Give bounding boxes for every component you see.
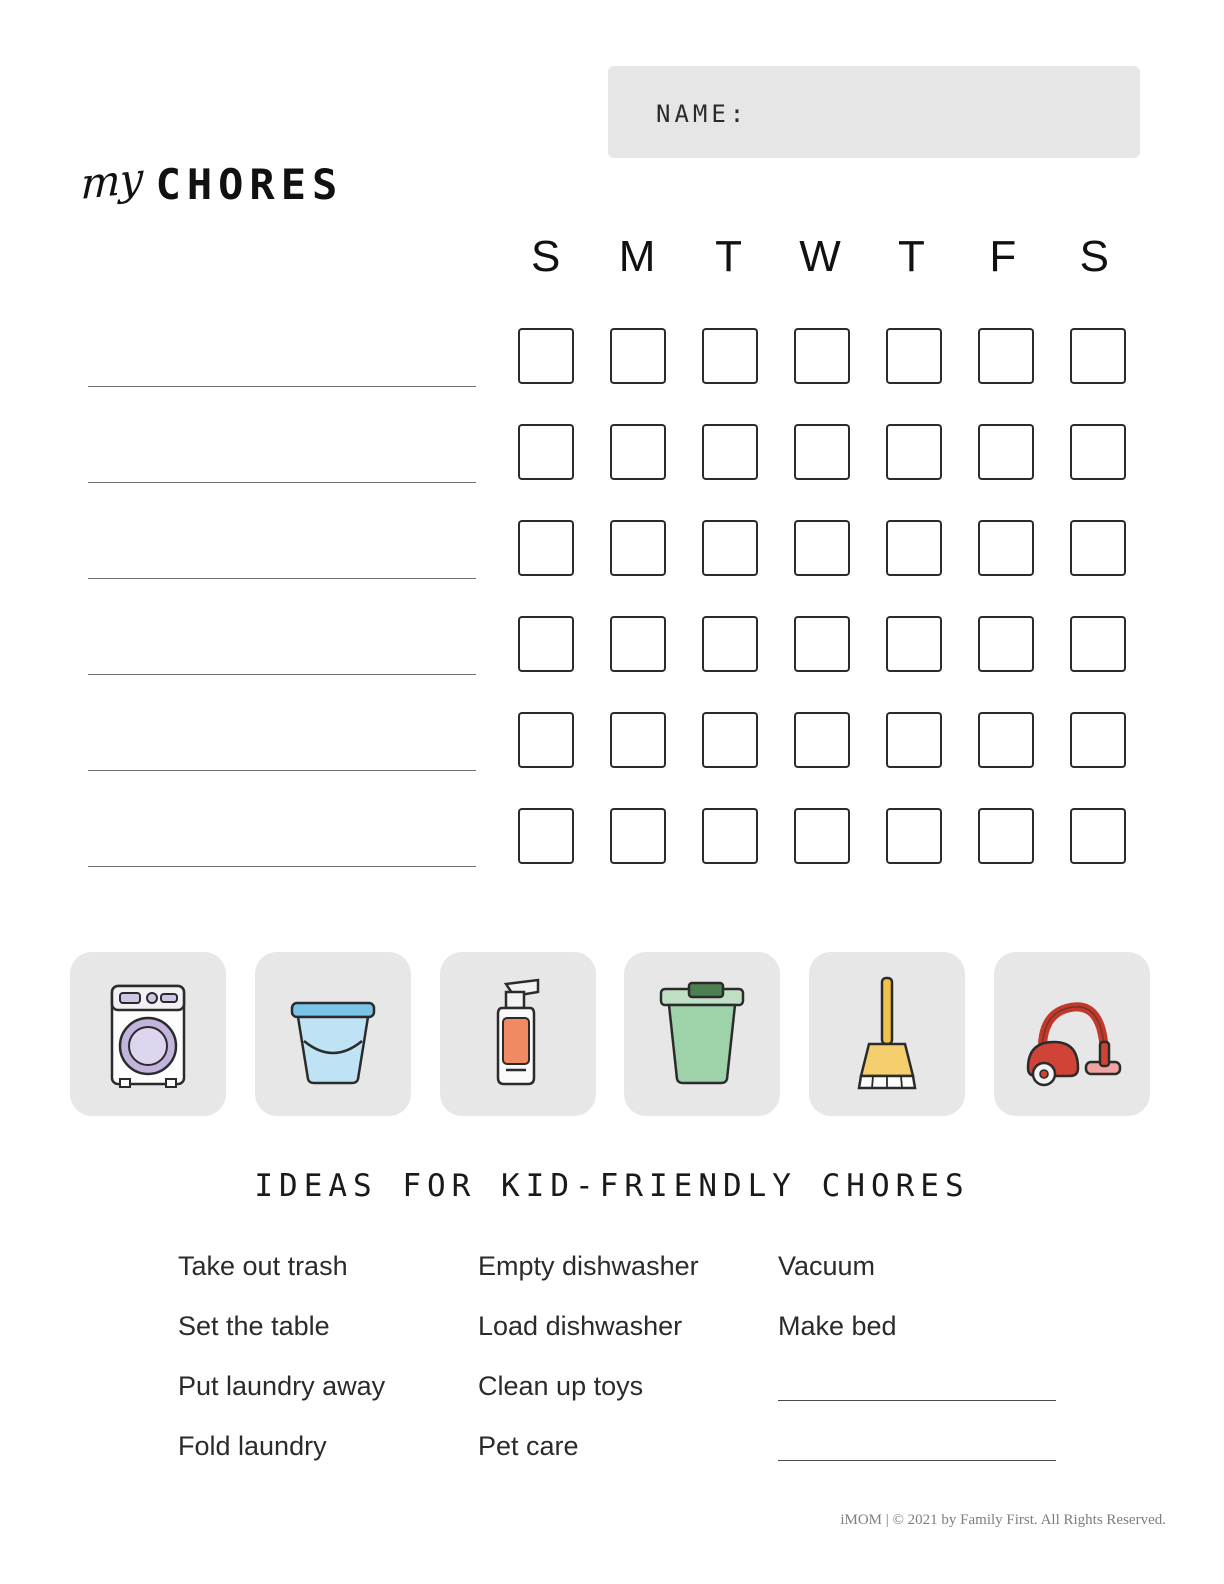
ideas-column-1	[178, 1236, 478, 1476]
checkbox[interactable]	[794, 712, 850, 768]
checkbox[interactable]	[886, 808, 942, 864]
checkbox[interactable]	[1070, 808, 1126, 864]
ideas-heading: IDEAS FOR KID-FRIENDLY CHORES	[254, 1168, 970, 1204]
chore-icon-strip	[70, 952, 1150, 1116]
idea-item: Set the table	[178, 1311, 330, 1341]
checkbox-slot	[500, 328, 592, 384]
checkbox-slot	[592, 616, 684, 672]
chore-row	[0, 792, 1224, 888]
checkbox-slot	[684, 808, 776, 864]
idea-item: Put laundry away	[178, 1371, 386, 1401]
chore-name-line[interactable]	[88, 674, 476, 675]
trash-can-icon	[647, 977, 757, 1091]
ideas-column-2	[478, 1236, 778, 1476]
checkbox-slot	[868, 712, 960, 768]
checkbox-slot	[960, 424, 1052, 480]
chore-row	[0, 312, 1224, 408]
checkbox-row	[500, 616, 1144, 672]
checkbox-row	[500, 712, 1144, 768]
day-header-wednesday: W	[799, 232, 841, 281]
checkbox-slot	[776, 328, 868, 384]
checkbox[interactable]	[702, 520, 758, 576]
checkbox-slot	[684, 424, 776, 480]
chore-name-line[interactable]	[88, 866, 476, 867]
checkbox[interactable]	[518, 520, 574, 576]
checkbox-row	[500, 424, 1144, 480]
checkbox[interactable]	[1070, 616, 1126, 672]
checkbox[interactable]	[702, 424, 758, 480]
checkbox[interactable]	[1070, 424, 1126, 480]
vacuum-cleaner-icon	[1014, 976, 1130, 1092]
checkbox-slot	[500, 712, 592, 768]
checkbox-row	[500, 520, 1144, 576]
idea-item: Take out trash	[178, 1251, 348, 1281]
checkbox[interactable]	[1070, 712, 1126, 768]
chore-name-line[interactable]	[88, 482, 476, 483]
checkbox[interactable]	[978, 520, 1034, 576]
chore-row	[0, 600, 1224, 696]
checkbox-slot	[500, 520, 592, 576]
checkbox[interactable]	[702, 808, 758, 864]
checkbox-slot	[1052, 712, 1144, 768]
checkbox-slot	[960, 808, 1052, 864]
checkbox-slot	[500, 424, 592, 480]
checkbox-slot	[500, 808, 592, 864]
idea-item: Clean up toys	[478, 1371, 644, 1401]
checkbox-slot	[776, 616, 868, 672]
bucket-icon-tile	[255, 952, 411, 1116]
name-label: NAME:	[656, 100, 749, 128]
checkbox[interactable]	[610, 424, 666, 480]
checkbox[interactable]	[886, 328, 942, 384]
idea-item: Make bed	[778, 1311, 897, 1341]
chore-row	[0, 504, 1224, 600]
bucket-icon	[278, 979, 388, 1089]
checkbox[interactable]	[610, 808, 666, 864]
checkbox-slot	[868, 616, 960, 672]
checkbox-row	[500, 328, 1144, 384]
page-title	[80, 153, 344, 209]
checkbox-slot	[776, 712, 868, 768]
checkbox-slot	[868, 328, 960, 384]
checkbox[interactable]	[978, 712, 1034, 768]
checkbox-slot	[1052, 328, 1144, 384]
checkbox[interactable]	[886, 424, 942, 480]
idea-blank-line[interactable]	[778, 1416, 1078, 1476]
checkbox-slot	[684, 520, 776, 576]
checkbox-slot	[960, 520, 1052, 576]
checkbox[interactable]	[886, 616, 942, 672]
spray-bottle-icon-tile	[440, 952, 596, 1116]
checkbox[interactable]	[518, 328, 574, 384]
checkbox-slot	[592, 424, 684, 480]
checkbox-slot	[684, 328, 776, 384]
checkbox-slot	[592, 712, 684, 768]
checkbox-slot	[684, 712, 776, 768]
checkbox-slot	[592, 520, 684, 576]
day-header-sunday: S	[531, 232, 561, 281]
checkbox-slot	[776, 520, 868, 576]
checkbox[interactable]	[610, 712, 666, 768]
day-header-row	[500, 232, 1140, 282]
checkbox-slot	[960, 616, 1052, 672]
checkbox[interactable]	[978, 424, 1034, 480]
checkbox[interactable]	[794, 424, 850, 480]
checkbox-slot	[868, 520, 960, 576]
checkbox[interactable]	[518, 424, 574, 480]
day-header-thursday: T	[897, 232, 925, 281]
checkbox[interactable]	[886, 520, 942, 576]
day-header-monday: M	[618, 232, 656, 281]
checkbox-slot	[1052, 520, 1144, 576]
checkbox-slot	[776, 808, 868, 864]
checkbox[interactable]	[978, 616, 1034, 672]
name-field-box[interactable]	[608, 66, 1140, 158]
idea-item: Empty dishwasher	[478, 1251, 699, 1281]
checkbox-slot	[960, 328, 1052, 384]
idea-item: Vacuum	[778, 1251, 876, 1281]
checkbox[interactable]	[702, 616, 758, 672]
checkbox[interactable]	[794, 616, 850, 672]
trash-can-icon-tile	[624, 952, 780, 1116]
page-title-script-word: my	[80, 153, 143, 209]
washing-machine-icon-tile	[70, 952, 226, 1116]
vacuum-cleaner-icon-tile	[994, 952, 1150, 1116]
chore-name-line[interactable]	[88, 386, 476, 387]
checkbox[interactable]	[1070, 328, 1126, 384]
checkbox[interactable]	[794, 520, 850, 576]
checkbox[interactable]	[886, 712, 942, 768]
footer-copyright: iMOM | © 2021 by Family First. All Rights Reserved.	[840, 1512, 1166, 1528]
checkbox[interactable]	[794, 328, 850, 384]
checkbox[interactable]	[794, 808, 850, 864]
idea-item: Fold laundry	[178, 1431, 327, 1461]
day-header-friday: F	[989, 232, 1017, 281]
chore-row	[0, 408, 1224, 504]
checkbox[interactable]	[610, 520, 666, 576]
checkbox-slot	[1052, 424, 1144, 480]
washing-machine-icon	[98, 976, 198, 1092]
checkbox-slot	[592, 808, 684, 864]
checkbox-slot	[868, 808, 960, 864]
checkbox[interactable]	[518, 712, 574, 768]
checkbox[interactable]	[702, 328, 758, 384]
chore-grid	[0, 312, 1224, 888]
checkbox[interactable]	[702, 712, 758, 768]
checkbox-slot	[1052, 616, 1144, 672]
checkbox-slot	[500, 616, 592, 672]
checkbox-slot	[776, 424, 868, 480]
checkbox-slot	[960, 712, 1052, 768]
idea-blank-line[interactable]	[778, 1356, 1078, 1416]
idea-item: Load dishwasher	[478, 1311, 683, 1341]
chore-name-line[interactable]	[88, 770, 476, 771]
checkbox[interactable]	[978, 328, 1034, 384]
page-title-main-word: CHORES	[155, 160, 344, 209]
checkbox-row	[500, 808, 1144, 864]
checkbox[interactable]	[610, 328, 666, 384]
checkbox-slot	[592, 328, 684, 384]
checkbox[interactable]	[610, 616, 666, 672]
broom-icon	[841, 972, 933, 1096]
ideas-columns	[178, 1236, 1158, 1476]
checkbox[interactable]	[518, 808, 574, 864]
checkbox-slot	[1052, 808, 1144, 864]
checkbox[interactable]	[518, 616, 574, 672]
checkbox-slot	[868, 424, 960, 480]
idea-item: Pet care	[478, 1431, 579, 1461]
checkbox-slot	[684, 616, 776, 672]
day-header-tuesday: T	[715, 232, 742, 281]
checkbox[interactable]	[978, 808, 1034, 864]
chore-row	[0, 696, 1224, 792]
chore-name-line[interactable]	[88, 578, 476, 579]
ideas-column-3	[778, 1236, 1078, 1476]
spray-bottle-icon	[472, 974, 564, 1094]
broom-icon-tile	[809, 952, 965, 1116]
checkbox[interactable]	[1070, 520, 1126, 576]
day-header-saturday: S	[1079, 232, 1109, 281]
